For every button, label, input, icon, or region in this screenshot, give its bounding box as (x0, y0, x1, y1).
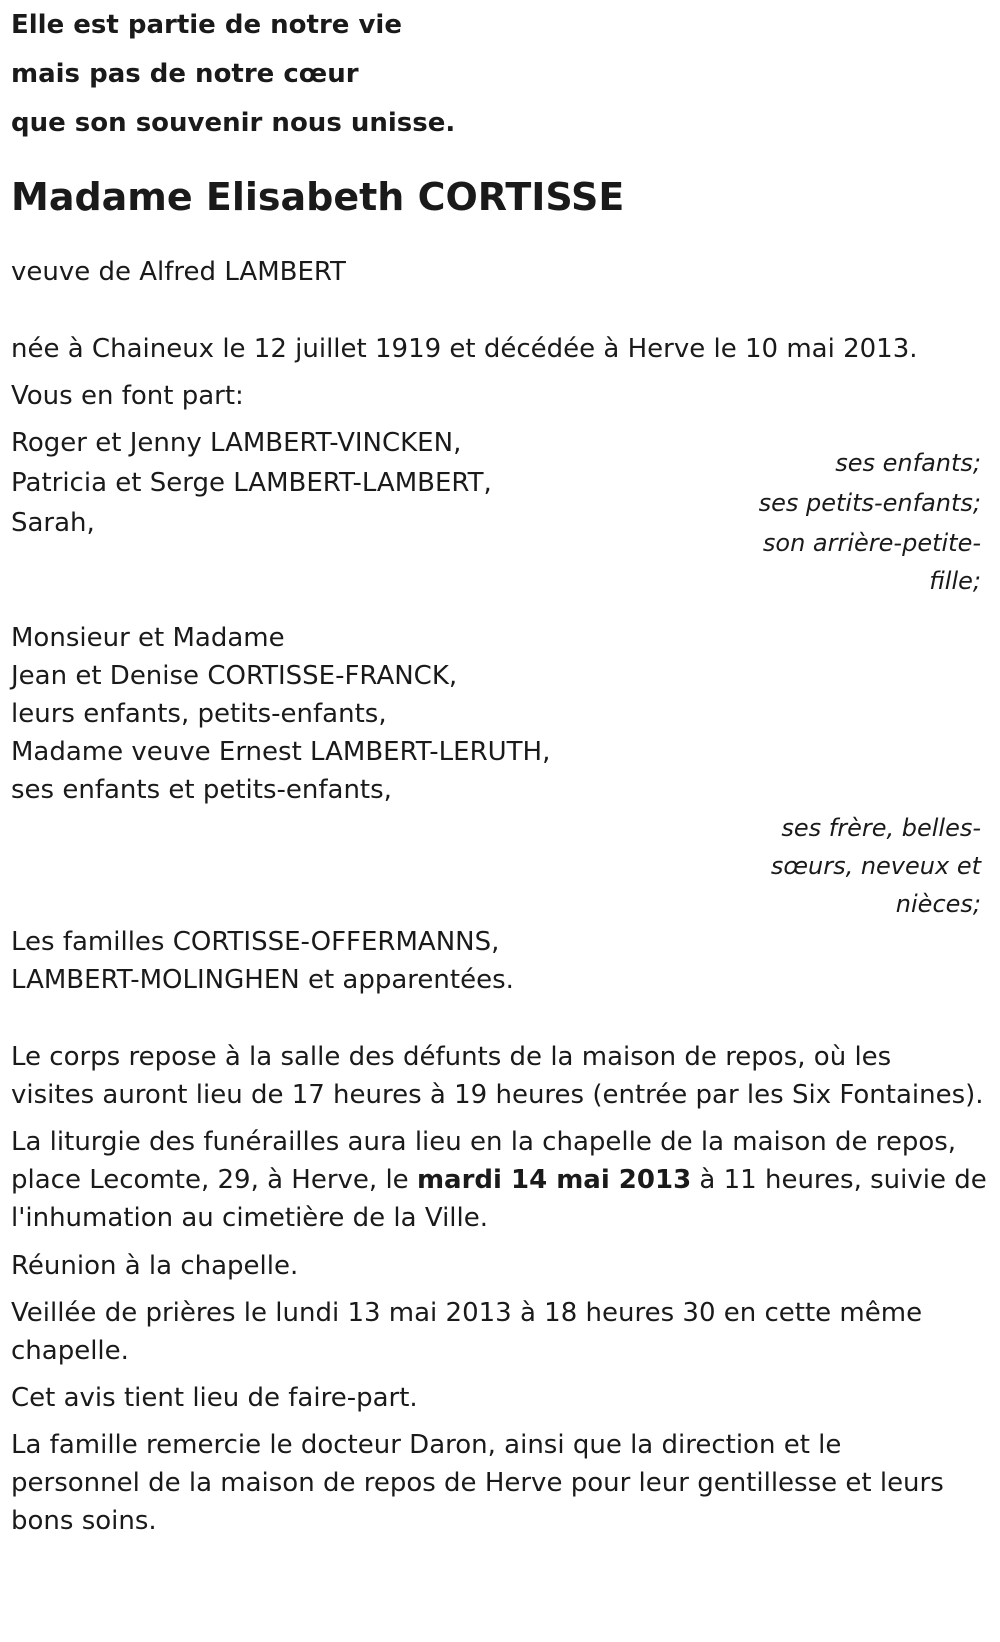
siblings-relation (11, 809, 981, 923)
verse-line: que son souvenir nous unisse. (11, 108, 456, 138)
families-line: LAMBERT-MOLINGHEN et apparentées. (11, 965, 514, 995)
grandchildren-relation: ses petits-enfants; (758, 489, 981, 517)
relation-line: son arrière-petite- (762, 529, 981, 557)
siblings-line: Jean et Denise CORTISSE-FRANCK, (11, 661, 458, 691)
relation-line: sœurs, neveux et (770, 852, 981, 880)
thanks (11, 1426, 991, 1540)
children-names: Roger et Jenny LAMBERT-VINCKEN, (11, 428, 462, 458)
notice: Cet avis tient lieu de faire-part. (11, 1383, 418, 1413)
relation-line: ses frère, belles- (781, 814, 981, 842)
verse (11, 1, 991, 148)
paragraph-line: Veillée de prières le lundi 13 mai 2013 à 18 heures 30 en cette même (11, 1298, 923, 1328)
deceased-name: Madame Elisabeth CORTISSE (11, 175, 625, 219)
relation-line: nièces; (895, 890, 981, 918)
verse-line: mais pas de notre cœur (11, 59, 359, 89)
paragraph-line: La famille remercie le docteur Daron, ainsi que la direction et le (11, 1430, 842, 1460)
liturgy-date: mardi 14 mai 2013 (416, 1165, 692, 1195)
siblings-line: ses enfants et petits-enfants, (11, 775, 392, 805)
liturgy-time: à 11 heures, suivie de (691, 1165, 987, 1195)
great-granddaughter-relation (11, 523, 981, 601)
great-granddaughter-names: Sarah, (11, 508, 95, 538)
paragraph-line (11, 1161, 991, 1199)
vigil (11, 1294, 991, 1370)
widow-of: veuve de Alfred LAMBERT (11, 257, 346, 287)
siblings-block (11, 619, 991, 809)
grandchildren-names: Patricia et Serge LAMBERT-LAMBERT, (11, 468, 492, 498)
paragraph-line: personnel de la maison de repos de Herve pour leur gentillesse et leurs (11, 1468, 944, 1498)
announcement: Vous en font part: (11, 381, 244, 411)
meeting: Réunion à la chapelle. (11, 1251, 299, 1281)
families-line: Les familles CORTISSE-OFFERMANNS, (11, 927, 500, 957)
birth-death: née à Chaineux le 12 juillet 1919 et décédée à Herve le 10 mai 2013. (11, 334, 918, 364)
paragraph-line: La liturgie des funérailles aura lieu en la chapelle de la maison de repos, (11, 1127, 957, 1157)
siblings-line: Madame veuve Ernest LAMBERT-LERUTH, (11, 737, 551, 767)
siblings-line: leurs enfants, petits-enfants, (11, 699, 387, 729)
body-repose (11, 1038, 991, 1114)
paragraph-line: Le corps repose à la salle des défunts de la maison de repos, où les (11, 1042, 892, 1072)
liturgy (11, 1123, 991, 1237)
verse-line: Elle est partie de notre vie (11, 10, 402, 40)
paragraph-line: bons soins. (11, 1506, 157, 1536)
obituary-notice (11, 0, 991, 1540)
children-relation: ses enfants; (835, 449, 981, 477)
families-block (11, 923, 991, 999)
liturgy-place: place Lecomte, 29, à Herve, le (11, 1165, 417, 1195)
paragraph-line: chapelle. (11, 1336, 129, 1366)
paragraph-line: visites auront lieu de 17 heures à 19 heures (entrée par les Six Fontaines). (11, 1080, 984, 1110)
relation-line: fille; (929, 567, 981, 595)
siblings-line: Monsieur et Madame (11, 623, 285, 653)
paragraph-line: l'inhumation au cimetière de la Ville. (11, 1203, 489, 1233)
